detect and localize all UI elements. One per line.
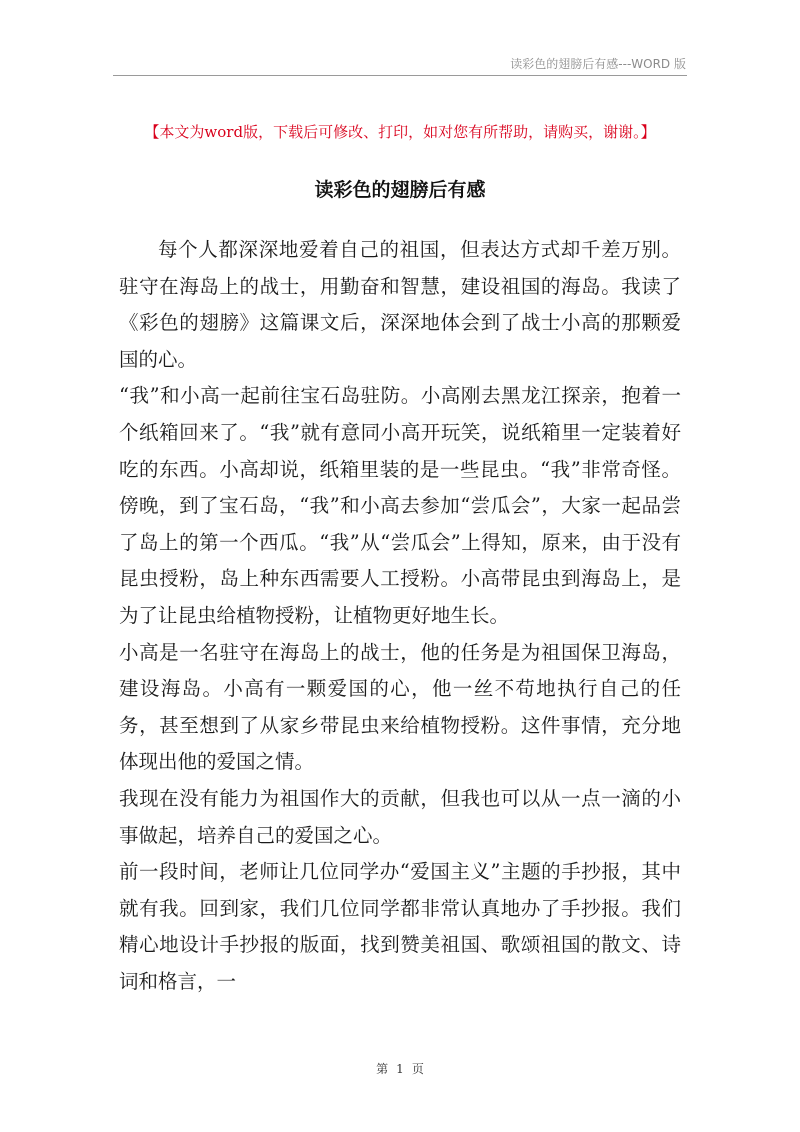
paragraph: 每个人都深深地爱着自己的祖国，但表达方式却千差万别。驻守在海岛上的战士，用勤奋和智慧，建设祖国的海岛。我读了《彩色的翅膀》这篇课文后，深深地体会到了战士小高的那颗爱国的心。 [119, 238, 681, 371]
document-title: 读彩色的翅膀后有感 [314, 179, 486, 201]
page-number-value: 1 [396, 1062, 404, 1076]
page-number [0, 1060, 800, 1077]
page-number-prefix: 第 [376, 1062, 389, 1076]
header-divider [113, 75, 687, 76]
paragraph: 我现在没有能力为祖国作大的贡献，但我也可以从一点一滴的小事做起，培养自己的爱国之心。 [119, 786, 681, 847]
running-header: 读彩色的翅膀后有感---WORD 版 [510, 57, 686, 71]
page-number-suffix: 页 [411, 1062, 424, 1076]
paragraph: 小高是一名驻守在海岛上的战士，他的任务是为祖国保卫海岛，建设海岛。小高有一颗爱国的心，他一丝不苟地执行自己的任务，甚至想到了从家乡带昆虫来给植物授粉。这件事情，充分地体现出他的爱国之情。 [119, 640, 681, 774]
paragraph: 前一段时间，老师让几位同学办“爱国主义”主题的手抄报，其中就有我。回到家，我们几位同学都非常认真地办了手抄报。我们精心地设计手抄报的版面，找到赞美祖国、歌颂祖国的散文、诗词和格言，一 [119, 860, 681, 993]
download-notice: 【本文为word版，下载后可修改、打印，如对您有所帮助，请购买，谢谢。】 [144, 123, 656, 141]
document-body [119, 232, 681, 1000]
paragraph: “我”和小高一起前往宝石岛驻防。小高刚去黑龙江探亲，抱着一个纸箱回来了。“我”就有意同小高开玩笑，说纸箱里一定装着好吃的东西。小高却说，纸箱里装的是一些昆虫。“我”非常奇怪。傍晚，到了宝石岛，“我”和小高去参加“尝瓜会”，大家一起品尝了岛上的第一个西瓜。“我”从“尝瓜会”上得知，原来，由于没有昆虫授粉，岛上种东西需要人工授粉。小高带昆虫到海岛上，是为了让昆虫给植物授粉，让植物更好地生长。 [119, 384, 681, 627]
